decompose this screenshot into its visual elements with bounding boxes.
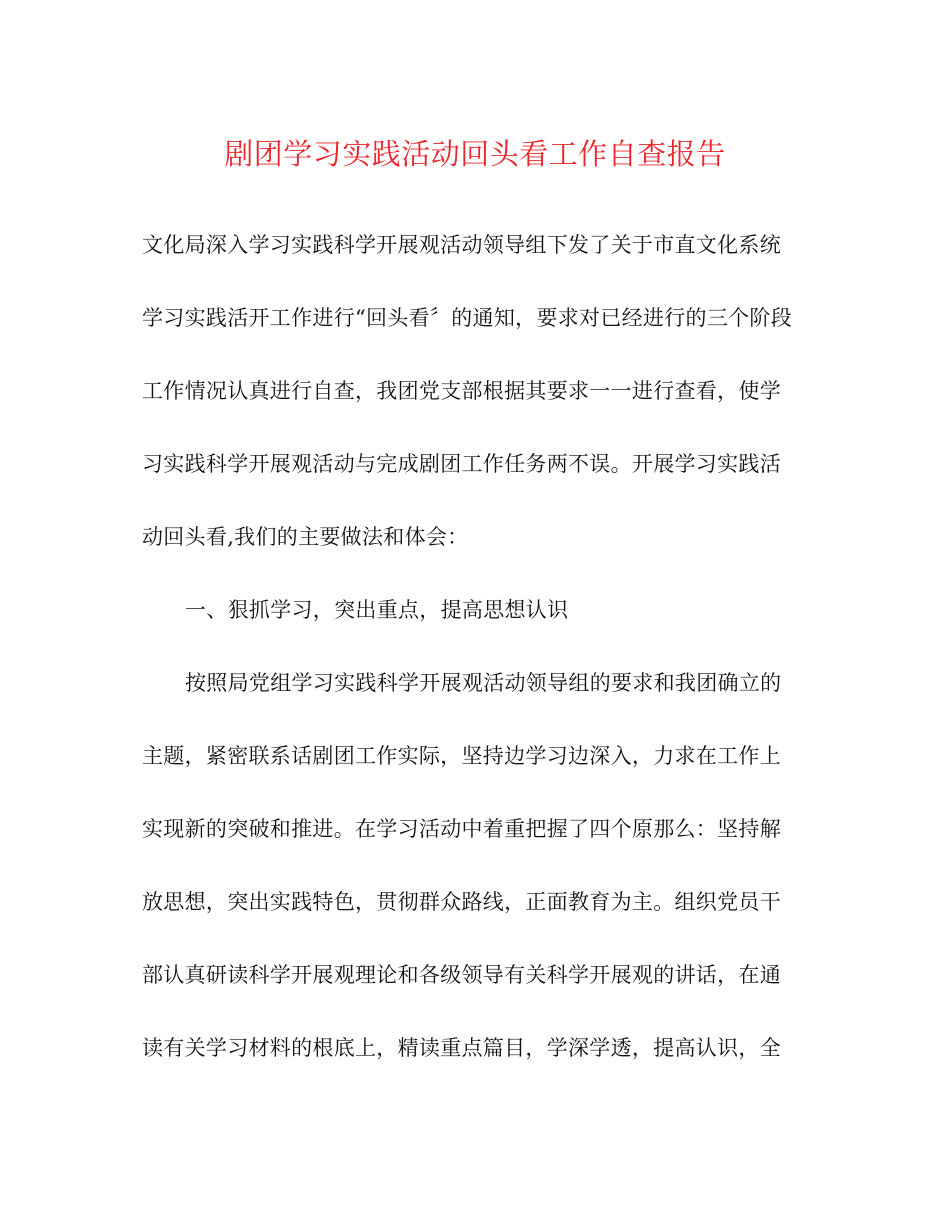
paragraph-line-5: 动回头看,我们的主要做法和体会： (142, 525, 469, 549)
paragraph-line-1: 文化局深入学习实践科学开展观活动领导组下发了关于市直文化系统 (142, 233, 781, 257)
section-heading-1: 一、狠抓学习，突出重点，提高思想认识 (185, 598, 569, 622)
paragraph-line-2: 学习实践活开工作进行“回头看〞的通知，要求对已经进行的三个阶段 (142, 306, 793, 330)
paragraph-line-8: 主题，紧密联系话剧团工作实际，坚持边学习边深入，力求在工作上 (142, 744, 781, 768)
paragraph-line-10: 放思想，突出实践特色，贯彻群众路线，正面教育为主。组织党员干 (142, 890, 781, 914)
paragraph-line-7: 按照局党组学习实践科学开展观活动领导组的要求和我团确立的 (185, 671, 782, 695)
paragraph-line-11: 部认真研读科学开展观理论和各级领导有关科学开展观的讲话，在通 (142, 963, 781, 987)
paragraph-line-4: 习实践科学开展观活动与完成剧团工作任务两不误。开展学习实践活 (142, 452, 781, 476)
paragraph-line-9: 实现新的突破和推进。在学习活动中着重把握了四个原那么：坚持解 (142, 817, 781, 841)
paragraph-line-3: 工作情况认真进行自查，我团党支部根据其要求一一进行查看，使学 (142, 379, 781, 403)
document-title: 剧团学习实践活动回头看工作自查报告 (224, 137, 726, 171)
paragraph-line-12: 读有关学习材料的根底上，精读重点篇目，学深学透，提高认识，全 (142, 1036, 781, 1060)
